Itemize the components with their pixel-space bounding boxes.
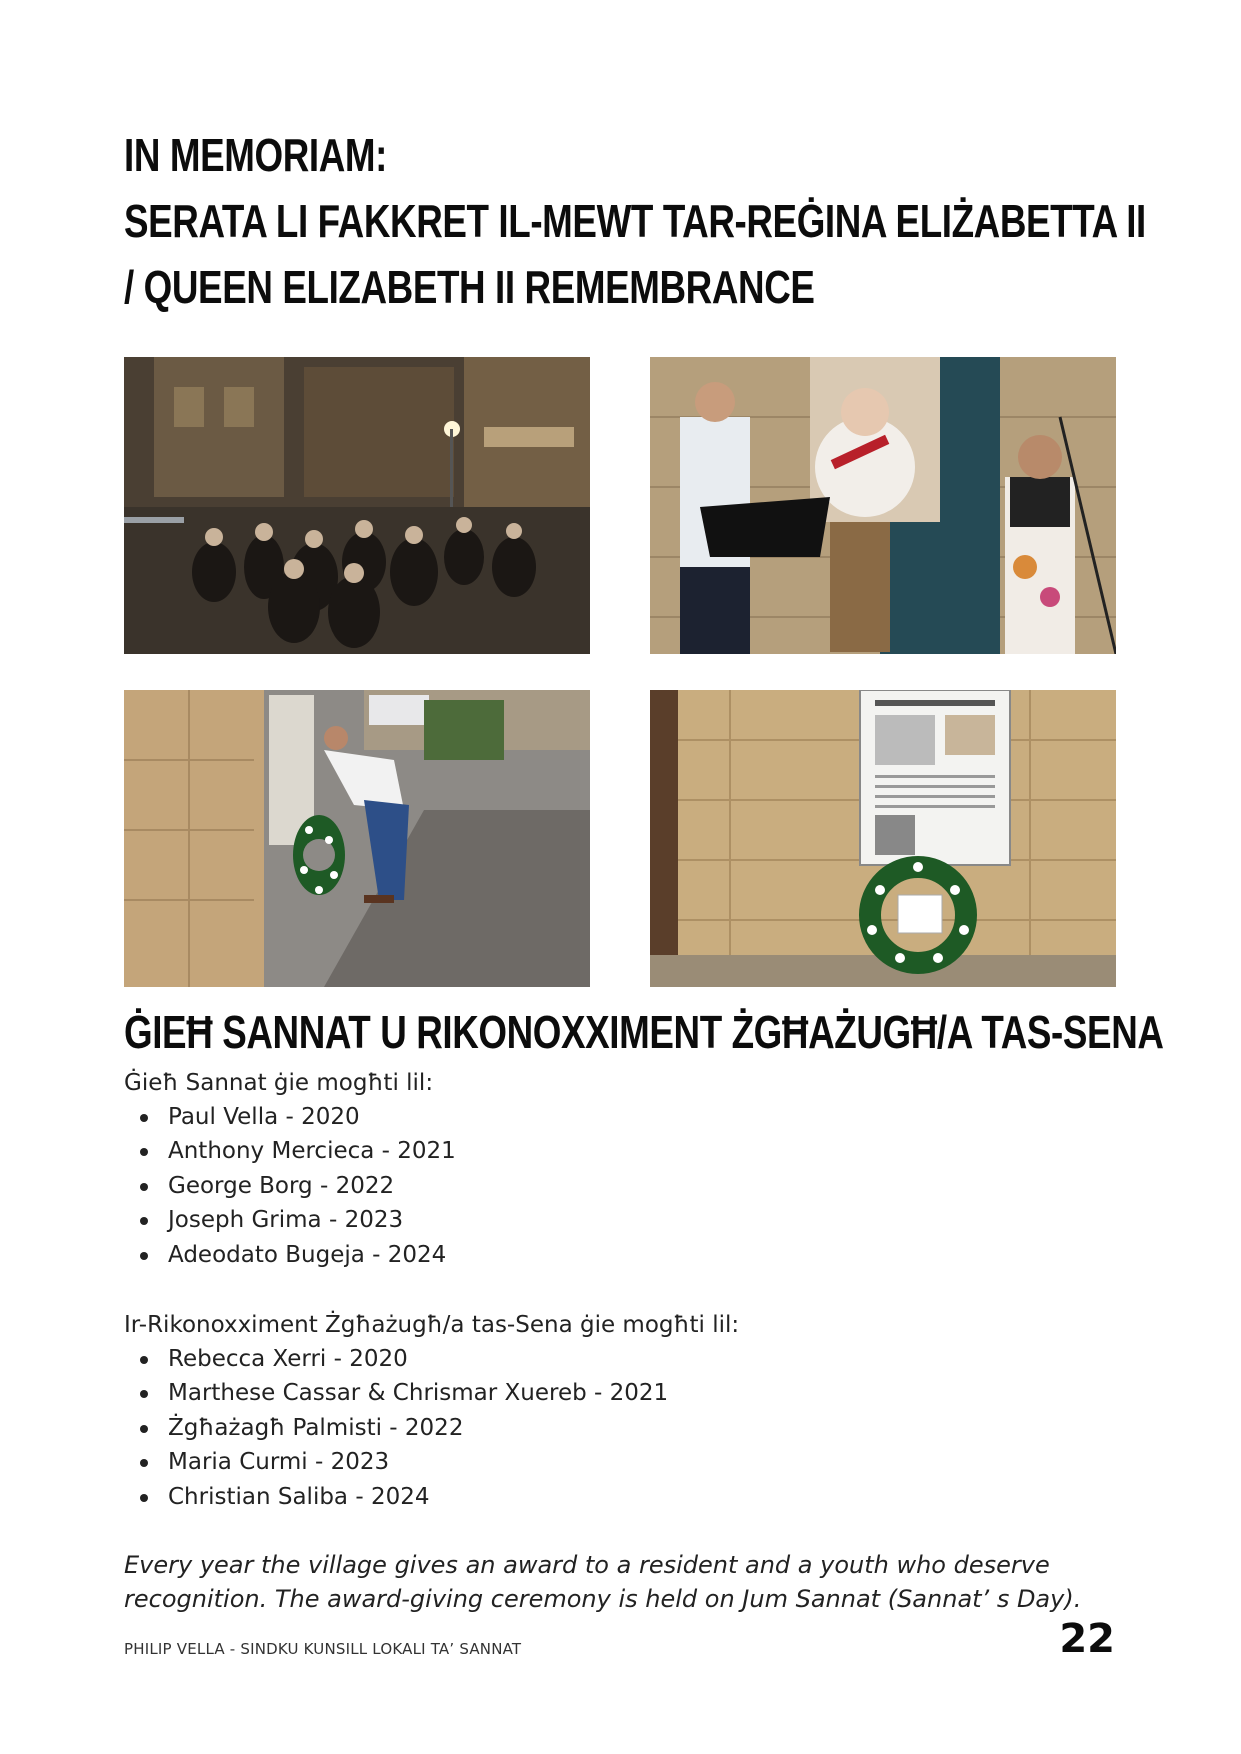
- photo-wreath-at-plaque: [650, 690, 1116, 987]
- heading-line-2: SERATA LI FAKKRET IL-MEWT TAR-REĠINA ELIŻABETTA II: [124, 195, 1146, 247]
- youth-award-block: [124, 1308, 1124, 1514]
- list-item: Maria Curmi - 2023: [124, 1445, 1124, 1479]
- list-item: Paul Vella - 2020: [124, 1100, 1124, 1134]
- photo-evening-audience: [124, 357, 590, 654]
- list-item: Joseph Grima - 2023: [124, 1203, 1124, 1237]
- list-item: George Borg - 2022: [124, 1169, 1124, 1203]
- photo-queen-portrait-speakers: [650, 357, 1116, 654]
- heading-line-3: / QUEEN ELIZABETH II REMEMBRANCE: [124, 261, 815, 313]
- list-item: Anthony Mercieca - 2021: [124, 1134, 1124, 1168]
- list-item: Rebecca Xerri - 2020: [124, 1342, 1124, 1376]
- list-item: Marthese Cassar & Chrismar Xuereb - 2021: [124, 1376, 1124, 1410]
- gieh-sannat-list: [124, 1100, 1124, 1272]
- awards-section-title: ĠIEĦ SANNAT U RIKONOXXIMENT ŻGĦAŻUGĦ/A TAS-SENA: [124, 1006, 1164, 1058]
- english-caption: Every year the village gives an award to a resident and a youth who deserve recognition. The award-giving ceremony is held on Jum Sannat (Sannat’ s Day).: [124, 1551, 1082, 1613]
- photo-laying-wreath: [124, 690, 590, 987]
- gieh-sannat-intro: Ġieħ Sannat ġie mogħti lil:: [124, 1070, 434, 1096]
- heading-line-1: IN MEMORIAM:: [124, 129, 387, 181]
- list-item: Żgħażagħ Palmisti - 2022: [124, 1411, 1124, 1445]
- gieh-sannat-block: [124, 1066, 1124, 1272]
- footer-author: PHILIP VELLA - SINDKU KUNSILL LOKALI TA’ SANNAT: [124, 1640, 522, 1658]
- list-item: Adeodato Bugeja - 2024: [124, 1238, 1124, 1272]
- youth-award-intro: Ir-Rikonoxximent Żgħażugħ/a tas-Sena ġie mogħti lil:: [124, 1312, 740, 1338]
- youth-award-list: [124, 1342, 1124, 1514]
- page-heading: [124, 122, 1146, 320]
- list-item: Christian Saliba - 2024: [124, 1480, 1124, 1514]
- page-number: 22: [1059, 1616, 1115, 1662]
